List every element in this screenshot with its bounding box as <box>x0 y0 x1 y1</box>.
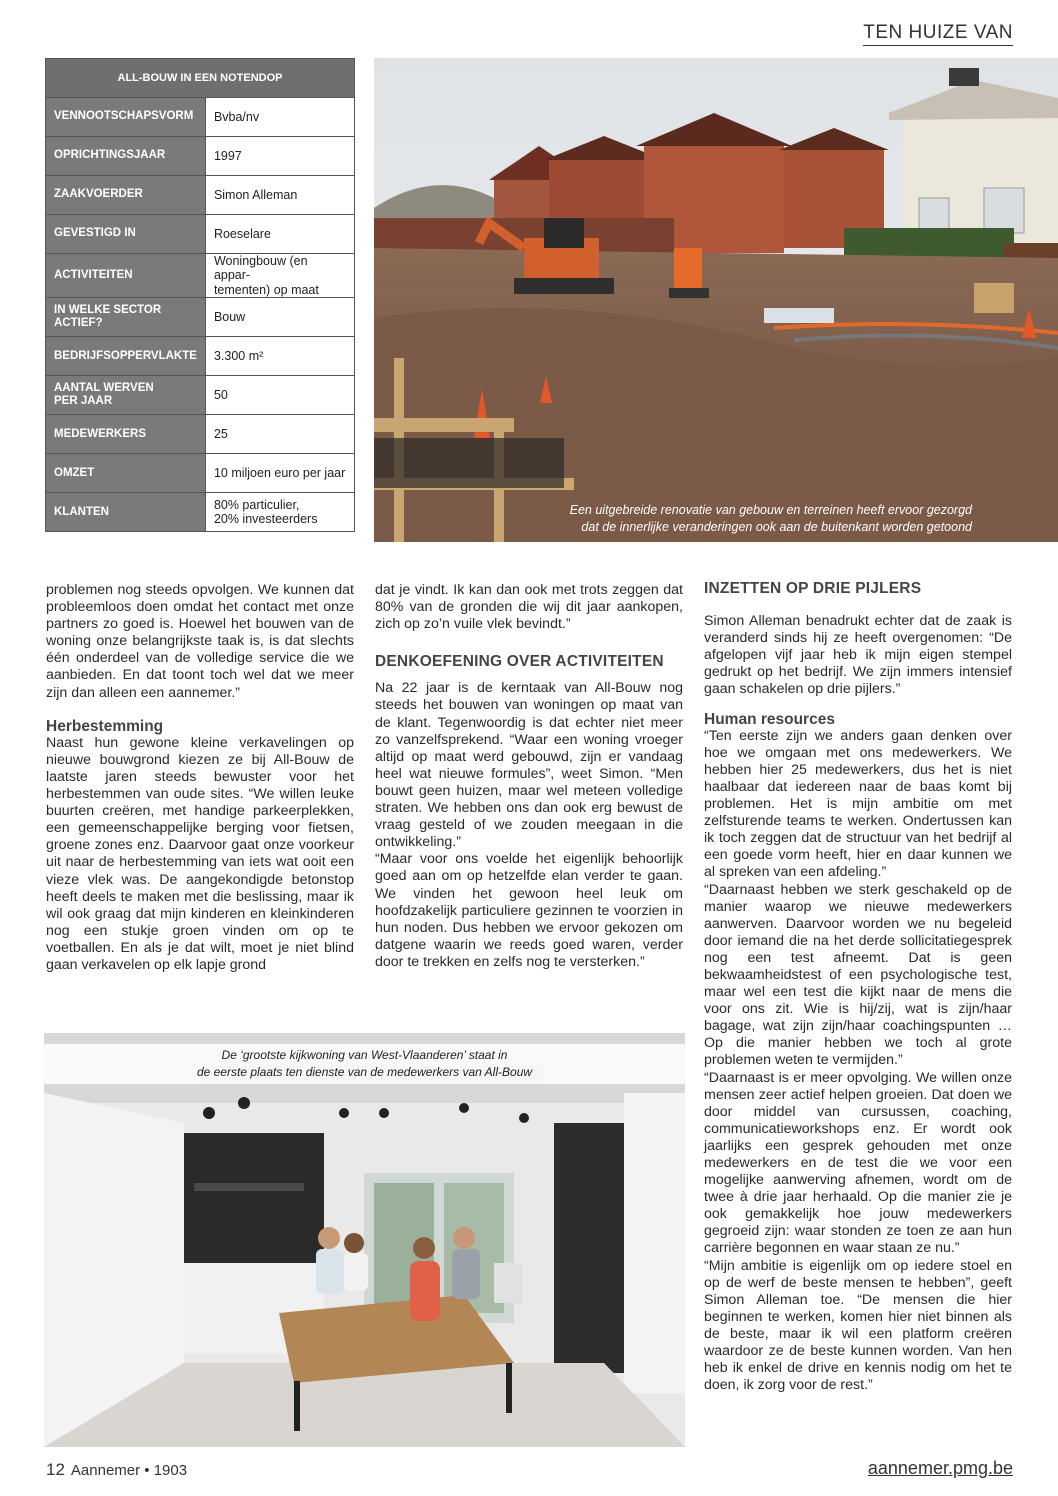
meeting-room-illustration <box>44 1033 685 1447</box>
fact-key: AANTAL WERVEN PER JAAR <box>46 376 206 415</box>
fact-value: 10 miljoen euro per jaar <box>205 454 354 493</box>
paragraph: Simon Alleman benadrukt echter dat de zaak is veranderd sinds hij ze heeft overgenomen: “De afgelopen vijf jaar heb ik mijn eigen stempel gedrukt op het bedrijf. We zijn immers intensief gaan schakelen op drie pijlers.” <box>704 613 1012 698</box>
paragraph: “Daarnaast is er meer opvolging. We willen onze mensen zeer actief helpen groeien. Dat doen we door middel van cursussen, coaching, communicatieworkshops enz. Er wordt ook jaarlijks een gesprek gehouden met onze medewerkers en de test die we voor een mogelijke aanwerving afnemen, wordt om de twee à drie jaar herhaald. Op die manier zie je ook gemakkelijk hoe jouw medewerkers gegroeid zijn: waar stonden ze toen ze aan hun carrière begonnen en waar staan ze nu.” <box>704 1069 1012 1257</box>
fact-value: Bvba/nv <box>205 98 354 137</box>
facts-row <box>46 415 355 454</box>
facts-row <box>46 493 355 532</box>
paragraph: “Maar voor ons voelde het eigenlijk behoorlijk goed aan om op hetzelfde elan verder te gaan. We vinden het gewoon heel leuk om hoofdzakelijk particuliere gezinnen te voorzien in hun noden. Dus hebben we ervoor gekozen om datgene waarin we reeds goed waren, verder door te trekken en zelfs nog te versterken.” <box>375 851 683 970</box>
fact-value: Roeselare <box>205 215 354 254</box>
facts-row <box>46 254 355 298</box>
website-link[interactable]: aannemer.pmg.be <box>867 1458 1013 1478</box>
fact-value: 3.300 m² <box>205 337 354 376</box>
paragraph: “Daarnaast hebben we sterk geschakeld op de manier waarop we nieuwe medewerkers aanwerven. Daarvoor worden we nu begeleid door iemand die na het derde sollicitatiegesprek nog een test afneemt. Dat is geen bekwaamheidstest of een psychologische test, maar wel een test die kijkt naar de mens die voor ons zit. Wie is hij/zij, wat is zijn/haar bagage, wat zijn zijn/haar coachingspunten … Op die manier hebben we toch al grote problemen weten te vermijden.” <box>704 881 1012 1069</box>
fact-key: BEDRIJFSOPPERVLAKTE <box>46 337 206 376</box>
section-label: TEN HUIZE VAN <box>863 22 1013 46</box>
paragraph: problemen nog steeds opvolgen. We kunnen dat probleemloos doen omdat het contact met onze partners zo goed is. Hoewel het bouwen van de woning onze belangrijkste taak is, is dat slechts één onderdeel van de volledige service die we aanbieden. En dat toont toch wel dat we meer zijn dan alleen een aannemer.” <box>46 582 354 701</box>
footer-left <box>46 1460 187 1480</box>
fact-key: OPRICHTINGSJAAR <box>46 137 206 176</box>
facts-row <box>46 215 355 254</box>
facts-row <box>46 454 355 493</box>
facts-row <box>46 137 355 176</box>
subheading-herbestemming: Herbestemming <box>46 717 164 735</box>
construction-site-photo <box>374 58 1058 542</box>
magazine-issue: Aannemer • 1903 <box>70 1462 188 1479</box>
facts-table <box>45 58 355 532</box>
column-1 <box>46 582 354 974</box>
facts-title: ALL-BOUW IN EEN NOTENDOP <box>46 59 355 98</box>
paragraph: dat je vindt. Ik kan dan ook met trots zeggen dat 80% van de gronden die wij dit jaar aankopen, zich op zo’n vuile vlek bevindt.” <box>375 582 683 633</box>
fact-key: KLANTEN <box>46 493 206 532</box>
bottom-photo-caption: De ‘grootste kijkwoning van West-Vlaanderen’ staat in de eerste plaats ten dienste van de medewerkers van All-Bouw <box>44 1044 685 1084</box>
fact-key: ZAAKVOERDER <box>46 176 206 215</box>
paragraph: Naast hun gewone kleine verkavelingen op nieuwe bouwgrond kiezen ze bij All-Bouw de laatste jaren steeds bewuster voor het herbestemmen van oude sites. “We willen leuke buurten creëren, met handige parkeerplekken, een gemeenschappelijke berging voor fietsen, groene zones enz. Daarvoor gaat onze voorkeur uit naar de herbestemming van iets wat ooit een vieze vlek was. De aangekondigde betonstop heeft deels te maken met die beslissing, maar ik wil ook graag dat mijn kinderen en kleinkinderen nog een stukje groen vinden om op te voetballen. En als je dat wilt, moet je niet blind gaan verkavelen op elk lapje grond <box>46 734 354 973</box>
facts-row <box>46 176 355 215</box>
fact-key: MEDEWERKERS <box>46 415 206 454</box>
fact-value: Bouw <box>205 298 354 337</box>
facts-row <box>46 337 355 376</box>
fact-key: GEVESTIGD IN <box>46 215 206 254</box>
fact-value: Woningbouw (en appar- tementen) op maat <box>205 254 354 298</box>
top-photo-caption: Een uitgebreide renovatie van gebouw en terreinen heeft ervoor gezorgd dat de innerlijke veranderingen ook aan de buitenkant worden getoond <box>569 503 972 535</box>
facts-row <box>46 298 355 337</box>
facts-row <box>46 376 355 415</box>
fact-value: 25 <box>205 415 354 454</box>
paragraph: “Mijn ambitie is eigenlijk om op iedere stoel en op de werf de beste mensen te hebben”, geeft Simon Alleman toe. “De mensen die hier beginnen te werken, komen hier niet binnen als de beste, maar ik wil een platform creëren waardoor ze de beste kunnen worden. Van hen heb ik enkel de drive en kennis nodig om het te doen, ik zorg voor de rest.” <box>704 1257 1012 1394</box>
paragraph: “Ten eerste zijn we anders gaan denken over hoe we omgaan met ons medewerkers. We hebben hier 25 medewerkers, dus het is niet haalbaar dat iedereen naar de baas komt bij problemen. Het is mijn ambitie om met zelfsturende teams te werken. Ondertussen kan ik toch zeggen dat de structuur van het bedrijf al een goede vorm heeft, hier en daar kunnen we al spreken van een afdeling.” <box>704 727 1012 881</box>
fact-key: ACTIVITEITEN <box>46 254 206 298</box>
fact-value: Simon Alleman <box>205 176 354 215</box>
section-heading-denkoefening: DENKOEFENING OVER ACTIVITEITEN <box>375 653 664 671</box>
section-heading-pijlers: INZETTEN OP DRIE PIJLERS <box>704 580 922 597</box>
fact-value: 1997 <box>205 137 354 176</box>
construction-site-illustration <box>374 58 1058 542</box>
subheading-human-resources: Human resources <box>704 710 835 728</box>
column-3 <box>704 580 1012 1394</box>
meeting-room-photo <box>44 1033 685 1447</box>
paragraph: Na 22 jaar is de kerntaak van All-Bouw nog steeds het bouwen van woningen op maat van de klant. Tegenwoordig is dat echter niet meer zo vanzelfsprekend. “Waar een woning vroeger altijd op maat werd gebouwd, zijn er vandaag heel wat nieuwe formules”, weet Simon. “Men bouwt geen huizen, maar wel meteen volledige straten. We hebben ons dan ook erg bewust de vraag gesteld of we zouden meegaan in die ontwikkeling.” <box>375 680 683 851</box>
fact-key: OMZET <box>46 454 206 493</box>
fact-key: VENNOOTSCHAPSVORM <box>46 98 206 137</box>
facts-row <box>46 98 355 137</box>
page-number: 12 <box>46 1460 65 1479</box>
column-2 <box>375 582 683 971</box>
fact-key: IN WELKE SECTOR ACTIEF? <box>46 298 206 337</box>
fact-value: 80% particulier, 20% investeerders <box>205 493 354 532</box>
fact-value: 50 <box>205 376 354 415</box>
